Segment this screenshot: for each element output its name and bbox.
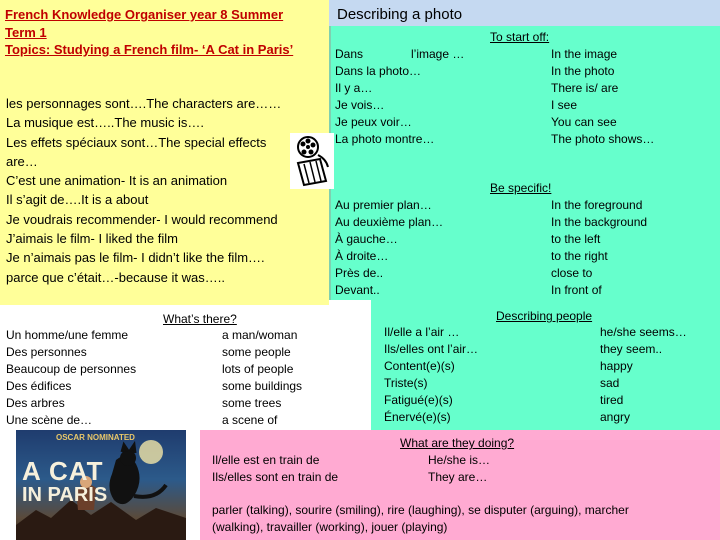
phrase: La musique est…..The music is…. xyxy=(6,115,204,131)
french-item: Énervé(e)(s) xyxy=(384,410,451,424)
french-item: Des édifices xyxy=(6,379,72,393)
french-item: Au deuxième plan… xyxy=(335,215,444,229)
english-item: They are… xyxy=(428,470,488,484)
english-item: some people xyxy=(222,345,291,359)
english-item: In the foreground xyxy=(551,198,643,212)
organiser-title xyxy=(5,6,293,59)
english-item: a man/woman xyxy=(222,328,298,342)
french-item: Il/elle a l’air … xyxy=(384,325,460,339)
doing-french xyxy=(212,452,338,486)
french-item: Il y a… xyxy=(335,81,373,95)
phrase: les personnages sont….The characters are…… xyxy=(6,96,282,111)
french-item xyxy=(335,46,485,63)
english-item: In the image xyxy=(551,47,618,61)
english-item: In front of xyxy=(551,283,602,297)
describing-photo-heading: Describing a photo xyxy=(337,6,463,23)
specific-english xyxy=(551,197,647,299)
english-item: In the photo xyxy=(551,64,615,78)
english-item: some trees xyxy=(222,396,282,410)
phrase: parce que c’était…-because it was….. xyxy=(6,269,225,285)
english-item: he/she seems… xyxy=(600,325,687,339)
phrase: Je n’aimais pas le film- I didn’t like the film…. xyxy=(6,250,265,266)
organiser-title-line: Term 1 xyxy=(5,24,47,40)
french-item: Ils/elles sont en train de xyxy=(212,470,339,484)
start-english xyxy=(551,46,654,148)
film-phrases xyxy=(6,94,281,287)
french-item: Au premier plan… xyxy=(335,198,432,212)
french-item: Il/elle est en train de xyxy=(212,453,320,467)
verbs-line: (walking), travailler (working), jouer (playing) xyxy=(212,520,448,534)
french-item: Devant.. xyxy=(335,283,380,297)
english-item: happy xyxy=(600,359,633,373)
film-reel-icon xyxy=(290,133,334,189)
french-item: À gauche… xyxy=(335,232,398,246)
english-item: In the background xyxy=(551,215,648,229)
english-item: There is/ are xyxy=(551,81,619,95)
french-item: Beaucoup de personnes xyxy=(6,362,137,376)
french-item: Je vois… xyxy=(335,98,385,112)
english-item: He/she is… xyxy=(428,453,491,467)
start-french xyxy=(335,46,485,148)
doing-english xyxy=(428,452,490,486)
french-item: Dans la photo… xyxy=(335,64,422,78)
whats-there-english xyxy=(222,327,302,429)
french-item: Une scène de… xyxy=(6,413,93,427)
english-item: to the left xyxy=(551,232,601,246)
whats-there-french xyxy=(6,327,136,429)
phrase: C’est une animation- It is an animation xyxy=(6,173,228,189)
french-item: Je peux voir… xyxy=(335,115,412,129)
french-item: Triste(s) xyxy=(384,376,428,390)
organiser-title-line: Topics: Studying a French film- ‘A Cat in Paris’ xyxy=(5,42,294,57)
french-item: Fatigué(e)(s) xyxy=(384,393,453,407)
french-item: Ils/elles ont l’air… xyxy=(384,342,479,356)
people-english xyxy=(600,324,687,426)
english-item: a scene of xyxy=(222,413,278,427)
poster-badge: OSCAR NOMINATED xyxy=(56,433,135,442)
poster-title-2: IN PARIS xyxy=(22,484,108,506)
french-item: Un homme/une femme xyxy=(6,328,129,342)
start-off-heading: To start off: xyxy=(490,30,550,44)
people-french xyxy=(384,324,478,426)
poster-title-1: A CAT xyxy=(22,456,104,486)
english-item: to the right xyxy=(551,249,608,263)
english-item: close to xyxy=(551,266,593,280)
english-item: tired xyxy=(600,393,624,407)
phrase: are… xyxy=(6,153,38,169)
verbs-line: parler (talking), sourire (smiling), rire (laughing), se disputer (arguing), marcher xyxy=(212,503,629,517)
french-word: l’image … xyxy=(411,47,465,61)
french-item: Des arbres xyxy=(6,396,65,410)
french-item: À droite… xyxy=(335,249,389,263)
english-item: angry xyxy=(600,410,631,424)
english-item: I see xyxy=(551,98,578,112)
french-item: Content(e)(s) xyxy=(384,359,455,373)
french-item: Des personnes xyxy=(6,345,87,359)
english-item: lots of people xyxy=(222,362,294,376)
specific-french xyxy=(335,197,443,299)
english-item: sad xyxy=(600,376,620,390)
be-specific-heading: Be specific! xyxy=(490,181,552,195)
french-item: Près de.. xyxy=(335,266,384,280)
english-item: some buildings xyxy=(222,379,303,393)
phrase: Les effets spéciaux sont…The special effects xyxy=(6,134,267,150)
french-item: La photo montre… xyxy=(335,132,435,146)
phrase: Il s’agit de….It is a about xyxy=(6,192,149,208)
doing-verbs xyxy=(212,502,629,536)
english-item: The photo shows… xyxy=(551,132,655,146)
doing-heading: What are they doing? xyxy=(400,436,515,450)
english-item: they seem.. xyxy=(600,342,663,356)
film-poster xyxy=(16,430,186,540)
phrase: Je voudrais recommender- I would recommend xyxy=(6,211,278,227)
english-item: You can see xyxy=(551,115,617,129)
whats-there-heading: What’s there? xyxy=(163,312,237,326)
describing-people-heading: Describing people xyxy=(496,309,593,323)
organiser-title-line: French Knowledge Organiser year 8 Summer xyxy=(5,7,284,22)
phrase: J’aimais le film- I liked the film xyxy=(6,231,178,247)
french-word: Dans xyxy=(335,47,364,61)
